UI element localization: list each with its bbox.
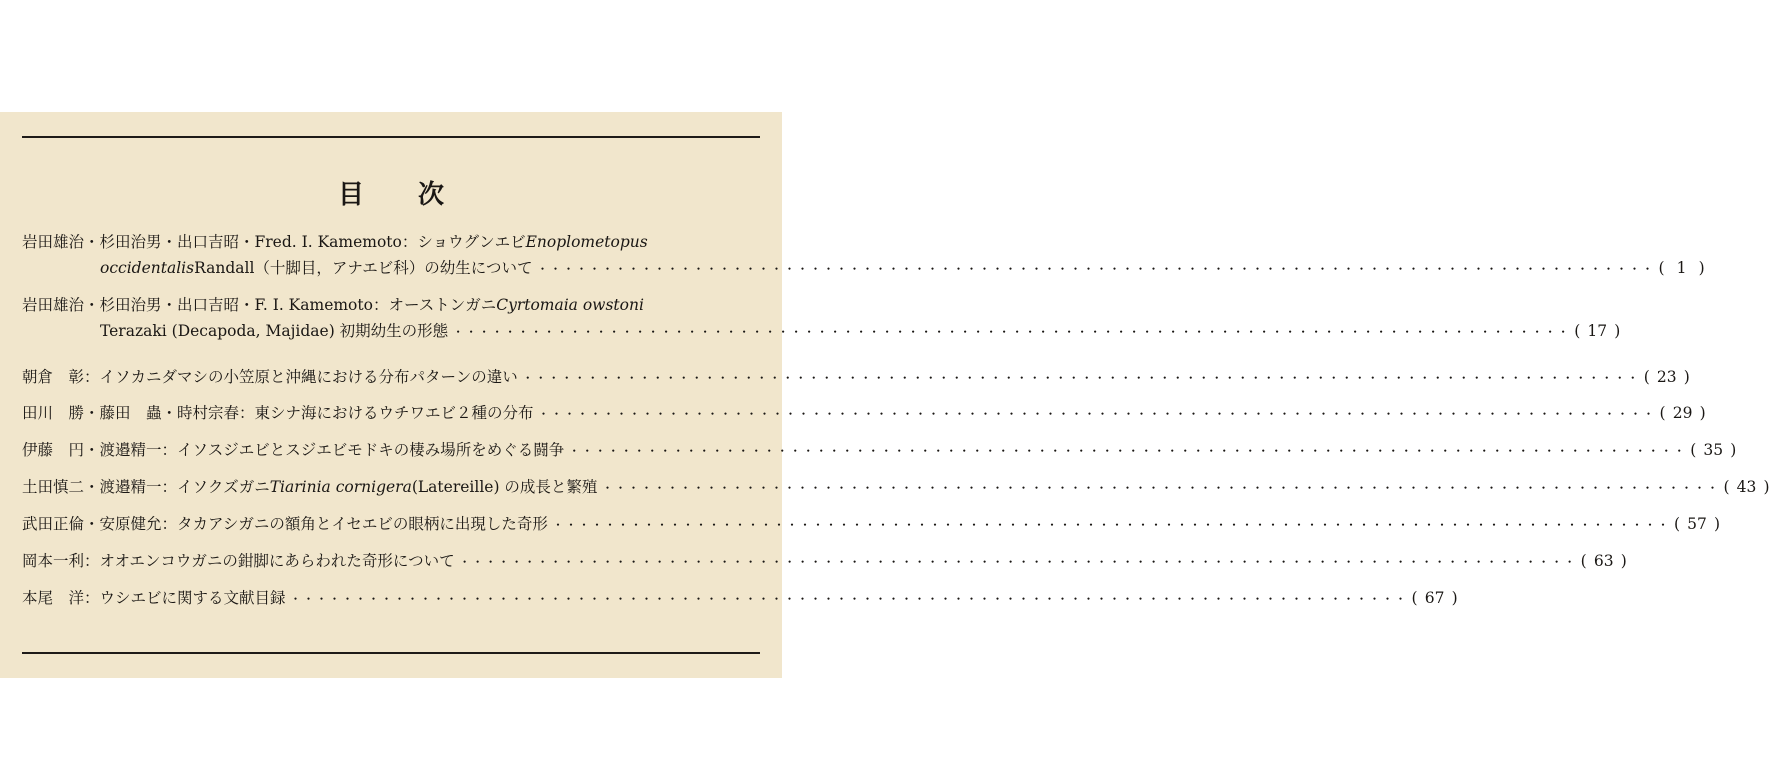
entry-page-number: ( 23 ) <box>1643 368 1690 386</box>
entry-page-number: ( 17 ) <box>1574 322 1621 340</box>
entry-authors: 本尾 洋： <box>22 589 100 607</box>
entry-title-italic: occidentalis <box>100 259 195 277</box>
bottom-rule <box>22 652 760 654</box>
entry-title-italic: Tiarinia cornigera <box>269 478 412 496</box>
entry-authors: 武田正倫・安原健允： <box>22 515 178 533</box>
entry-title-part: (Latereille) の成長と繁殖 <box>411 478 598 496</box>
entry-title-italic: Cyrtomaia owstoni <box>496 296 644 314</box>
entry-title-part: ショウグンエビ <box>417 233 526 251</box>
entry-title: ウシエビに関する文献目録 <box>99 589 286 607</box>
toc-page <box>0 112 1770 678</box>
entry-page-number: ( 57 ) <box>1673 515 1721 533</box>
entry-page-number: ( 63 ) <box>1580 552 1627 570</box>
entry-title-part: イソクズガニ <box>177 478 270 496</box>
dot-leader: ・・・・・・・・・・・・・・・・・・・・・・・・・・・・・・・・・・・・・・・・・・・・・・・・・・・・・・・・・・・・・・・・・・・・・・・・・・・・・・・・・・・・・・ <box>551 518 1670 532</box>
entry-title-part: Terazaki (Decapoda, Majidae) 初期幼生の形態 <box>100 322 449 340</box>
entry-title: タカアシガニの額角とイセエビの眼柄に出現した奇形 <box>177 515 548 533</box>
entry-authors: 朝倉 彰： <box>22 368 100 386</box>
dot-leader: ・・・・・・・・・・・・・・・・・・・・・・・・・・・・・・・・・・・・・・・・・・・・・・・・・・・・・・・・・・・・・・・・・・・・・・・・・・・・・・・・・・・・・・ <box>601 481 1720 495</box>
toc-entry-1 <box>22 229 1705 281</box>
entry-title: イソスジエビとスジエビモドキの棲み場所をめぐる闘争 <box>177 441 565 459</box>
entry-title: イソカニダマシの小笠原と沖縄における分布パターンの違い <box>99 368 518 386</box>
toc-entry-4 <box>22 400 1706 426</box>
dot-leader: ・・・・・・・・・・・・・・・・・・・・・・・・・・・・・・・・・・・・・・・・・・・・・・・・・・・・・・・・・・・・・・・・・・・・・・・・・・・・・・・・・・・・・・ <box>537 407 1656 421</box>
toc-entry-2 <box>22 292 1621 344</box>
entry-page-number: ( 67 ) <box>1411 589 1458 607</box>
dot-leader: ・・・・・・・・・・・・・・・・・・・・・・・・・・・・・・・・・・・・・・・・・・・・・・・・・・・・・・・・・・・・・・・・・・・・・・・・・・・・・・・・・・・・・・ <box>536 262 1655 276</box>
entry-authors: 岩田雄治・杉田治男・出口吉昭・F. I. Kamemoto： <box>22 296 389 314</box>
entry-title-part: オーストンガニ <box>388 296 497 314</box>
top-rule <box>22 136 760 138</box>
entry-authors: 土田慎二・渡邉精一： <box>22 478 178 496</box>
entry-authors: 岩田雄治・杉田治男・出口吉昭・Fred. I. Kamemoto： <box>22 233 418 251</box>
entry-authors: 伊藤 円・渡邉精一： <box>22 441 178 459</box>
toc-entry-5 <box>22 437 1737 463</box>
entry-authors: 岡本一利： <box>22 552 100 570</box>
toc-entry-9 <box>22 585 1458 611</box>
toc-entry-3 <box>22 364 1690 390</box>
entry-page-number: ( 43 ) <box>1723 478 1770 496</box>
entry-title: 東シナ海におけるウチワエビ２種の分布 <box>254 404 534 422</box>
toc-entry-7 <box>22 511 1721 537</box>
entry-title: オオエンコウガニの鉗脚にあらわれた奇形について <box>99 552 455 570</box>
entry-title-italic: Enoplometopus <box>525 233 648 251</box>
toc-entry-8 <box>22 548 1627 574</box>
entry-authors: 田川 勝・藤田 蟲・時村宗春： <box>22 404 255 422</box>
dot-leader: ・・・・・・・・・・・・・・・・・・・・・・・・・・・・・・・・・・・・・・・・・・・・・・・・・・・・・・・・・・・・・・・・・・・・・・・・・・・・・・・・・・・・・・ <box>521 371 1640 385</box>
entry-page-number: ( 35 ) <box>1690 441 1737 459</box>
page-title: 目次 <box>337 180 498 210</box>
entry-title-part: Randall（十脚目，アナエビ科）の幼生について <box>194 259 533 277</box>
toc-entry-6 <box>22 474 1770 500</box>
dot-leader: ・・・・・・・・・・・・・・・・・・・・・・・・・・・・・・・・・・・・・・・・・・・・・・・・・・・・・・・・・・・・・・・・・・・・・・・・・・・・・・・・・・・・・・ <box>452 325 1571 339</box>
dot-leader: ・・・・・・・・・・・・・・・・・・・・・・・・・・・・・・・・・・・・・・・・・・・・・・・・・・・・・・・・・・・・・・・・・・・・・・・・・・・・・・・・・・・・・・ <box>289 592 1408 606</box>
entry-page-number: ( 1 ) <box>1658 259 1705 277</box>
dot-leader: ・・・・・・・・・・・・・・・・・・・・・・・・・・・・・・・・・・・・・・・・・・・・・・・・・・・・・・・・・・・・・・・・・・・・・・・・・・・・・・・・・・・・・・ <box>568 444 1687 458</box>
entry-page-number: ( 29 ) <box>1659 404 1706 422</box>
dot-leader: ・・・・・・・・・・・・・・・・・・・・・・・・・・・・・・・・・・・・・・・・・・・・・・・・・・・・・・・・・・・・・・・・・・・・・・・・・・・・・・・・・・・・・・ <box>458 555 1577 569</box>
